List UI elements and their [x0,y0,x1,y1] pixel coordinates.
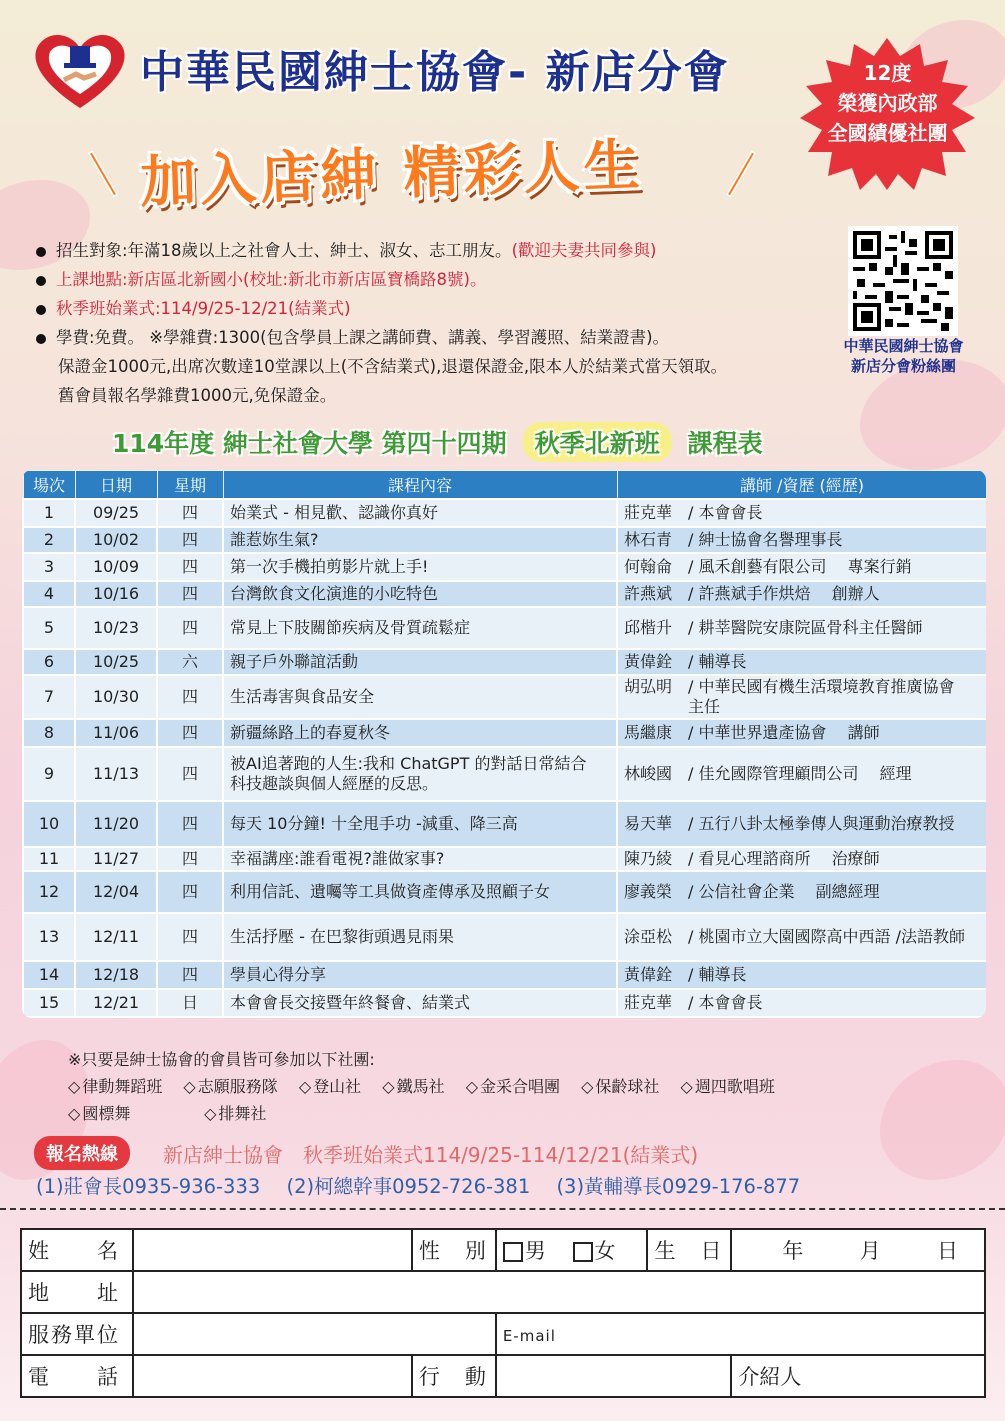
course-table [22,470,986,1018]
cell-teacher [617,801,986,847]
club-item: ◇ 保齡球社 [581,1073,659,1100]
teacher-credentials: / 紳士協會名譽理事長 [688,529,843,549]
col-header-no: 場次 [23,471,75,499]
cell-day: 四 [157,961,223,989]
cell-day: 日 [157,989,223,1017]
cell-teacher [617,675,986,719]
cell-content [223,913,617,961]
clubs-row [68,1073,791,1100]
teacher-credentials: / 公信社會企業 副總經理 [688,881,880,901]
qr-label [826,336,981,376]
phone-field[interactable] [133,1355,412,1397]
info-couples: (歡迎夫妻共同參與) [511,241,657,260]
info-location: 上課地點:新店區北新國小(校址:新北市新店區寶橋路8號)。 [56,270,487,289]
gender-label: 性 別 [412,1229,496,1271]
table-row [23,581,986,607]
col-header-date: 日期 [75,471,157,499]
cell-no: 12 [23,871,75,913]
club-item: ◇ 志願服務隊 [183,1073,277,1100]
course-content: 誰惹妳生氣? [230,529,319,549]
info-returning: 舊會員報名學雜費1000元,免保證金。 [58,386,337,405]
birthday-month: 月 [859,1239,881,1263]
course-content: 新疆絲路上的春夏秋冬 [230,722,391,742]
cell-no: 6 [23,649,75,675]
cell-day: 四 [157,871,223,913]
cell-content [223,961,617,989]
cell-no: 3 [23,553,75,581]
bullet-icon [36,247,46,257]
registration-form [20,1228,986,1398]
qr-label-line: 中華民國紳士協會 [843,337,964,355]
course-content: 始業式 - 相見歡、認識你真好 [230,502,438,522]
course-content: 學員心得分享 [230,964,327,984]
table-row [23,719,986,747]
teacher-name: 胡弘明 [624,676,673,696]
table-row [23,499,986,527]
award-badge [800,58,975,148]
form-row [21,1313,985,1355]
cell-teacher [617,847,986,871]
cell-teacher [617,527,986,553]
club-item: ◇ 國標舞 [68,1100,183,1127]
cell-content [223,527,617,553]
teacher-name: 林峻國 [624,763,673,783]
form-row [21,1229,985,1271]
teacher-name: 林石青 [624,529,673,549]
slogan: 加入店紳 精彩人生 [139,133,645,216]
cell-day: 四 [157,553,223,581]
cell-no: 13 [23,913,75,961]
qr-label-line: 新店分會粉絲團 [850,357,956,375]
col-header-day: 星期 [157,471,223,499]
name-field[interactable] [133,1229,412,1271]
cell-date: 12/18 [75,961,157,989]
female-checkbox[interactable] [573,1242,593,1262]
cell-date: 11/13 [75,747,157,801]
clubs-section [68,1046,791,1127]
gender-field [496,1229,648,1271]
cell-no: 7 [23,675,75,719]
table-row [23,847,986,871]
hotline-contact[interactable]: (1)莊會長0935-936-333 [36,1175,261,1198]
course-content: 每天 10分鐘! 十全甩手功 -減重、降三高 [230,813,518,833]
name-label: 姓 名 [21,1229,133,1271]
cell-content [223,747,617,801]
course-content: 生活抒壓 - 在巴黎街頭遇見雨果 [230,926,454,946]
badge-line: 12度 [863,61,912,85]
email-label: E-mail [502,1327,556,1345]
info-line [36,323,826,352]
decor-petal [860,360,1005,470]
cell-no: 4 [23,581,75,607]
info-fees: 學費:免費。 ※學雜費:1300(包含學員上課之講師費、講義、學習護照、結業證書)。 [56,328,670,347]
work-field[interactable] [133,1313,496,1355]
cell-no: 8 [23,719,75,747]
course-content: 親子戶外聯誼活動 [230,651,359,671]
cell-content [223,607,617,649]
cell-day: 四 [157,801,223,847]
table-row [23,607,986,649]
birthday-day: 日 [937,1239,958,1263]
bullet-icon [36,276,46,286]
birthday-year: 年 [782,1239,804,1263]
address-field[interactable] [133,1271,985,1313]
female-label: 女 [594,1239,616,1263]
cell-day: 四 [157,499,223,527]
male-label: 男 [524,1239,546,1263]
table-row [23,747,986,801]
cell-date: 10/23 [75,607,157,649]
teacher-credentials: / 風禾創藝有限公司 專案行銷 [688,556,912,576]
info-line [36,265,826,294]
phone-label: 電 話 [21,1355,133,1397]
form-row [21,1271,985,1313]
club-item: ◇ 律動舞蹈班 [68,1073,162,1100]
teacher-name: 廖義榮 [624,881,673,901]
teacher-name: 何翰侖 [624,556,673,576]
cell-day: 四 [157,847,223,871]
table-row [23,527,986,553]
cell-no: 1 [23,499,75,527]
table-row [23,871,986,913]
cell-teacher [617,989,986,1017]
cell-teacher [617,581,986,607]
teacher-name: 涂亞松 [624,926,673,946]
teacher-name: 邱楷升 [624,617,673,637]
course-content: 生活毒害與食品安全 [230,686,375,706]
decor-petal [880,1060,1005,1180]
info-dates: 秋季班始業式:114/9/25-12/21(結業式) [56,299,351,318]
cell-date: 10/25 [75,649,157,675]
referrer-label: 介紹人 [738,1365,802,1389]
cell-no: 10 [23,801,75,847]
cell-date: 12/21 [75,989,157,1017]
cell-date: 12/11 [75,913,157,961]
info-line [36,294,826,323]
heart-logo-icon [30,30,130,112]
teacher-credentials: / 輔導長 [688,964,747,984]
badge-line: 全國績優社團 [827,121,948,145]
hotline-contacts [36,1171,820,1199]
birthday-field[interactable] [731,1229,985,1271]
cell-date: 10/02 [75,527,157,553]
teacher-name: 黃偉銓 [624,964,673,984]
table-row [23,553,986,581]
course-content: 台灣飲食文化演進的小吃特色 [230,583,439,603]
mobile-field[interactable] [496,1355,732,1397]
cell-date: 10/09 [75,553,157,581]
form-row [21,1355,985,1397]
birthday-label: 生 日 [647,1229,731,1271]
teacher-credentials: / 桃園市立大園國際高中西語 /法語教師 [688,926,965,946]
cell-content [223,675,617,719]
cell-content [223,719,617,747]
cell-teacher [617,961,986,989]
mobile-label: 行 動 [412,1355,496,1397]
teacher-name: 馬繼康 [624,722,673,742]
course-content: 常見上下肢關節疾病及骨質疏鬆症 [230,617,471,637]
hotline-contact[interactable]: (3)黃輔導長0929-176-877 [556,1175,801,1198]
course-content: 被AI追著跑的人生:我和 ChatGPT 的對話日常結合科技趣談與個人經歷的反思。 [230,753,587,793]
course-title-main: 114年度 紳士社會大學 第四十四期 [112,429,507,458]
teacher-credentials: / 中華民國有機生活環境教育推廣協會 主任 [688,676,976,716]
teacher-credentials: / 看見心理諮商所 治療師 [688,848,880,868]
cell-no: 14 [23,961,75,989]
cell-date: 11/20 [75,801,157,847]
table-row [23,913,986,961]
cell-day: 四 [157,607,223,649]
table-row [23,989,986,1017]
cell-day: 四 [157,913,223,961]
table-row [23,649,986,675]
teacher-name: 陳乃綾 [624,848,673,868]
cell-day: 四 [157,719,223,747]
work-label: 服務單位 [21,1313,133,1355]
bullet-icon [36,305,46,315]
slogan-slash-left [87,150,118,198]
clubs-note: ※只要是紳士協會的會員皆可參加以下社團: [68,1050,375,1069]
slogan-slash-right [725,150,756,198]
course-title [112,422,763,462]
clubs-row [68,1100,791,1127]
cell-content [223,847,617,871]
teacher-credentials: / 中華世界遺產協會 講師 [688,722,880,742]
cell-content [223,499,617,527]
teacher-name: 莊克華 [624,502,673,522]
teacher-name: 許燕斌 [624,583,673,603]
course-title-suffix: 課程表 [687,429,763,458]
club-item: ◇ 週四歌唱班 [681,1073,775,1100]
table-header-row [23,471,986,499]
cell-day: 四 [157,581,223,607]
cell-teacher [617,871,986,913]
table-row [23,961,986,989]
course-content: 本會會長交接暨年終餐會、結業式 [230,992,471,1012]
cell-content [223,989,617,1017]
hotline-badge: 報名熱線 [34,1136,130,1170]
teacher-credentials: / 許燕斌手作烘焙 創辦人 [688,583,880,603]
cell-teacher [617,747,986,801]
teacher-name: 莊克華 [624,992,673,1012]
cell-teacher [617,913,986,961]
col-header-teacher: 講師 /資歷 (經歷) [617,471,986,499]
table-row [23,801,986,847]
cell-teacher [617,499,986,527]
cell-no: 11 [23,847,75,871]
cell-content [223,871,617,913]
cell-no: 2 [23,527,75,553]
cut-line [0,1208,1005,1210]
badge-line: 榮獲內政部 [837,91,938,115]
course-class-name: 秋季北新班 [523,422,672,462]
email-field[interactable] [496,1313,985,1355]
info-deposit: 保證金1000元,出席次數達10堂課以上(不含結業式),退還保證金,限本人於結業式當天領取。 [58,357,728,376]
course-content: 利用信託、遺囑等工具做資產傳承及照顧子女 [230,881,551,901]
hotline-text: 新店紳士協會 秋季班始業式114/9/25-114/12/21(結業式) [163,1143,699,1167]
cell-date: 10/16 [75,581,157,607]
teacher-name: 易天華 [624,813,673,833]
teacher-credentials: / 五行八卦太極拳傳人與運動治療教授 [688,813,955,833]
cell-content [223,649,617,675]
male-checkbox[interactable] [503,1242,523,1262]
club-item: ◇ 登山社 [299,1073,361,1100]
info-line [36,236,826,265]
cell-no: 9 [23,747,75,801]
address-label: 地 址 [21,1271,133,1313]
club-item: ◇ 金采合唱團 [466,1073,560,1100]
cell-day: 四 [157,675,223,719]
cell-date: 10/30 [75,675,157,719]
cell-content [223,801,617,847]
cell-no: 15 [23,989,75,1017]
cell-day: 四 [157,747,223,801]
teacher-credentials: / 耕莘醫院安康院區骨科主任醫師 [688,617,923,637]
course-content: 第一次手機拍剪影片就上手! [230,556,429,576]
cell-date: 09/25 [75,499,157,527]
table-row [23,675,986,719]
cell-day: 六 [157,649,223,675]
cell-no: 5 [23,607,75,649]
cell-date: 12/04 [75,871,157,913]
cell-date: 11/06 [75,719,157,747]
cell-date: 11/27 [75,847,157,871]
info-target: 招生對象:年滿18歲以上之社會人士、紳士、淑女、志工朋友。 [56,241,512,260]
bullet-icon [36,334,46,344]
referrer-field[interactable] [731,1355,985,1397]
hotline-contact[interactable]: (2)柯總幹事0952-726-381 [286,1175,531,1198]
course-content: 幸福講座:誰看電視?誰做家事? [230,848,445,868]
club-item: ◇ 排舞社 [204,1100,266,1127]
teacher-credentials: / 本會會長 [688,502,763,522]
cell-content [223,581,617,607]
cell-content [223,553,617,581]
cell-teacher [617,649,986,675]
enrollment-info [36,236,826,410]
cell-teacher [617,553,986,581]
cell-teacher [617,719,986,747]
col-header-content: 課程內容 [223,471,617,499]
teacher-name: 黃偉銓 [624,651,673,671]
qr-code-icon[interactable] [848,226,958,336]
course-table-wrapper [22,470,986,1018]
org-title: 中華民國紳士協會- 新店分會 [140,47,730,98]
club-item: ◇ 鐵馬社 [382,1073,444,1100]
teacher-credentials: / 本會會長 [688,992,763,1012]
teacher-credentials: / 佳允國際管理顧問公司 經理 [688,763,912,783]
cell-day: 四 [157,527,223,553]
cell-teacher [617,607,986,649]
teacher-credentials: / 輔導長 [688,651,747,671]
